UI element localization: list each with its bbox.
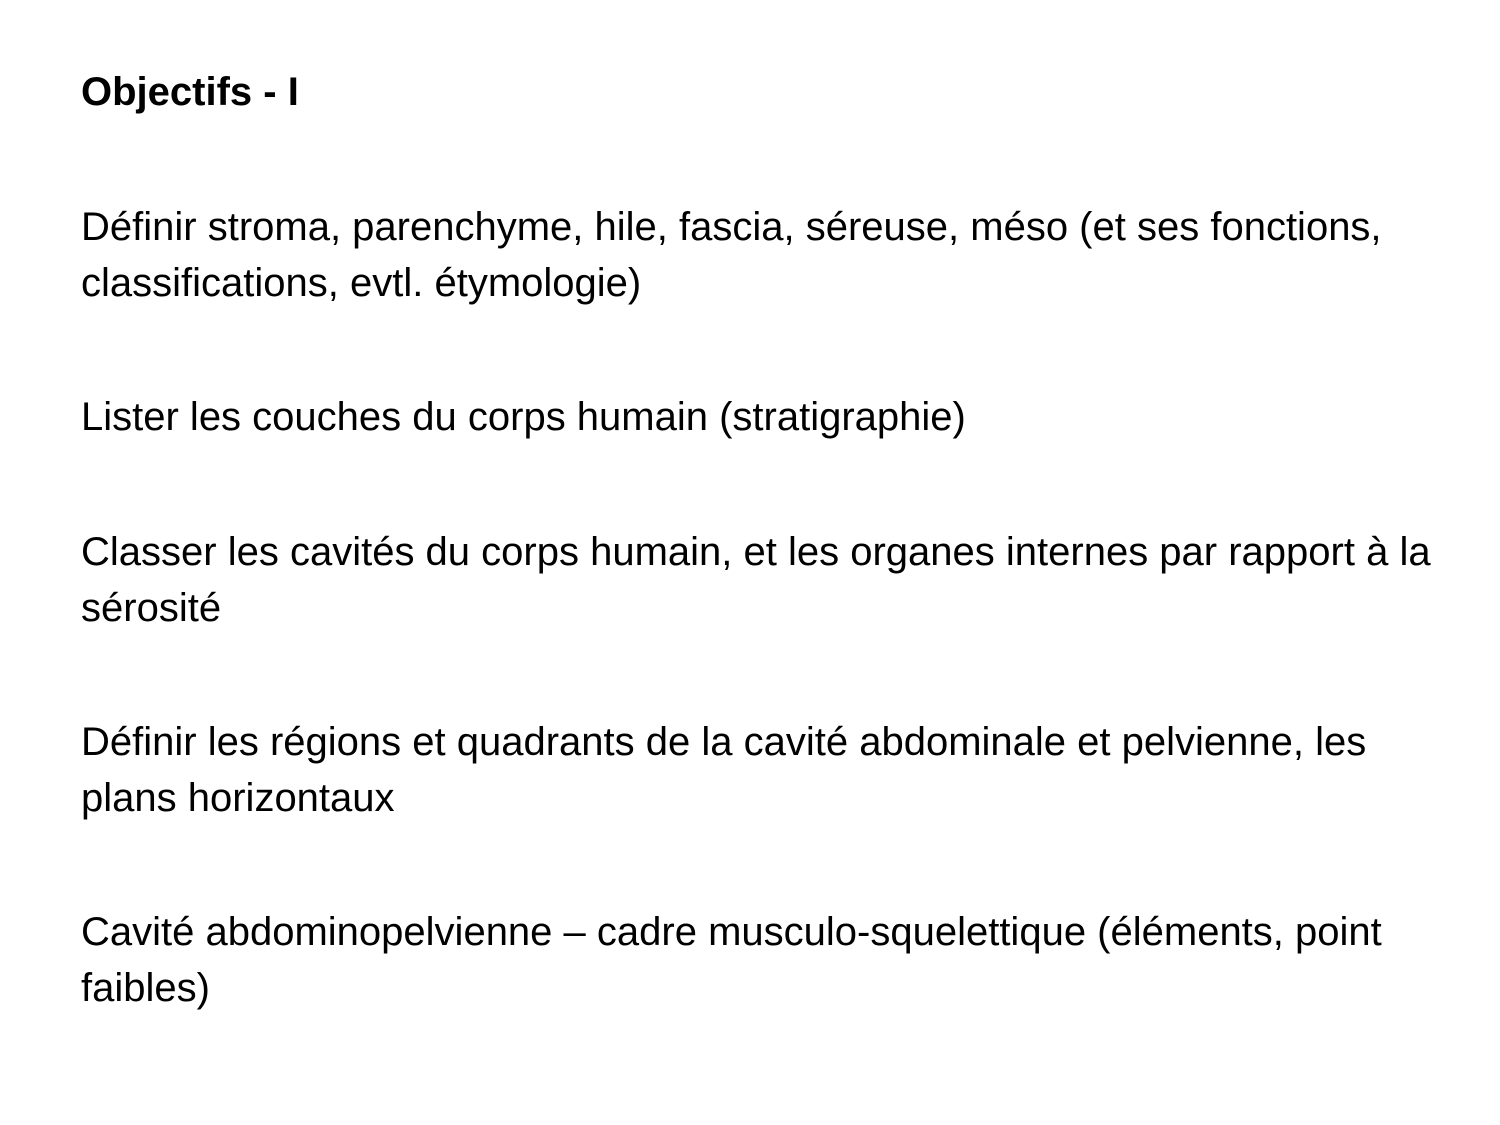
objective-item: Cavité abdominopelvienne – cadre musculo-squelettique (éléments, point faibles) — [81, 910, 1382, 1010]
objective-item: Définir les régions et quadrants de la cavité abdominale et pelvienne, les plans horizontaux — [81, 720, 1367, 820]
slide-title: Objectifs - I — [81, 70, 299, 114]
objective-item: Classer les cavités du corps humain, et les organes internes par rapport à la sérosité — [81, 530, 1431, 630]
objective-item: Lister les couches du corps humain (stratigraphie) — [81, 395, 966, 439]
objective-item: Définir stroma, parenchyme, hile, fascia, séreuse, méso (et ses fonctions, classifications, evtl. étymologie) — [81, 205, 1382, 305]
